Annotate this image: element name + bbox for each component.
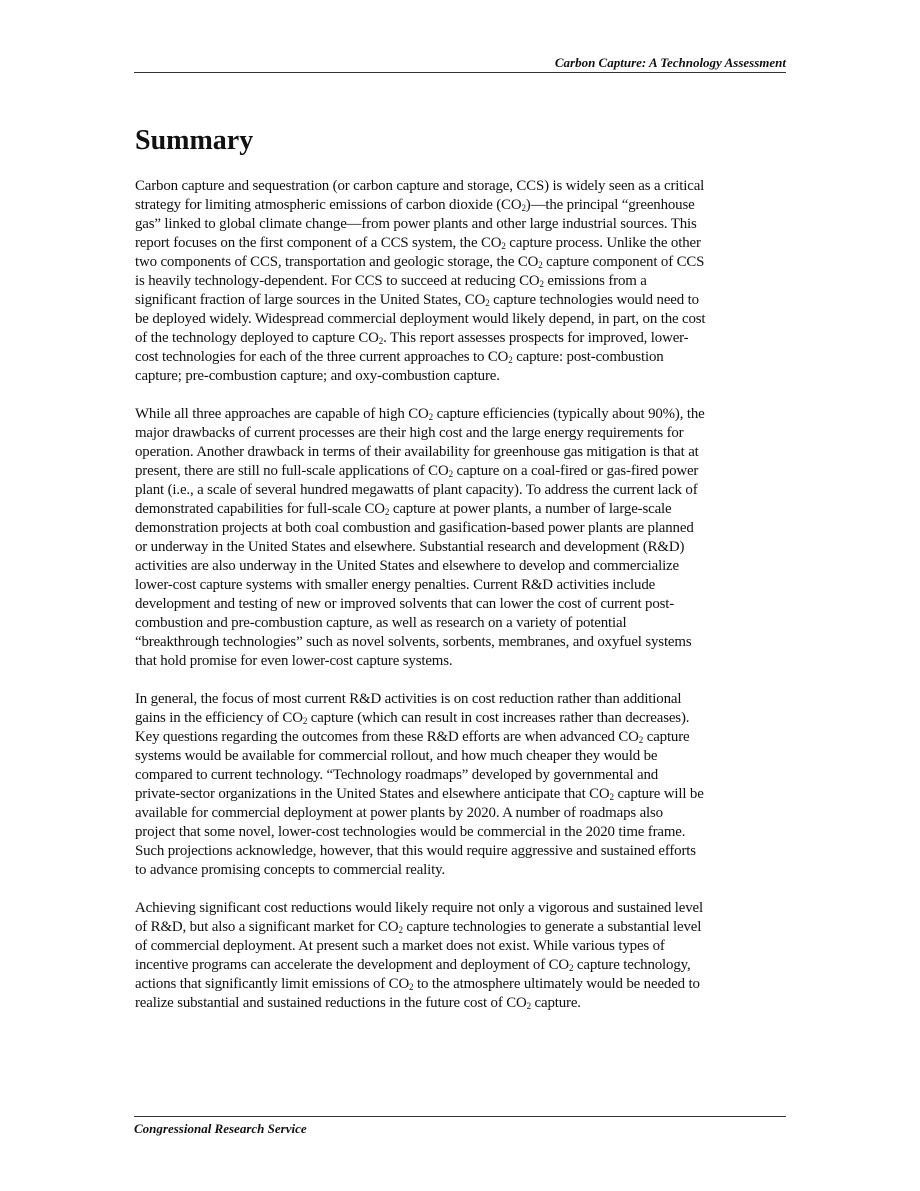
text-line: present, there are still no full-scale applications of $CO_2$ capture on a coal-fired or gas-fired power xyxy=(135,463,699,479)
text-line: lower-cost capture systems with smaller energy penalties. Current R&D activities include xyxy=(135,577,656,593)
text-line: two components of CCS, transportation and geologic storage, the $CO_2$ capture component of CCS xyxy=(135,254,705,270)
text-line: gains in the efficiency of $CO_2$ capture (which can result in cost increases rather than decreases). xyxy=(135,710,690,726)
text-line: project that some novel, lower-cost technologies would be commercial in the 2020 time frame. xyxy=(135,824,686,840)
text-line: strategy for limiting atmospheric emissions of carbon dioxide $(CO_2)—the$ principal “greenhouse xyxy=(135,197,695,213)
page-title: Summary xyxy=(135,125,254,156)
text-line: In general, the focus of most current R&D activities is on cost reduction rather than additional xyxy=(135,691,682,707)
body-text xyxy=(135,177,790,1032)
text-line: demonstration projects at both coal combustion and gasification-based power plants are planned xyxy=(135,520,694,536)
footer-source: Congressional Research Service xyxy=(134,1121,307,1136)
paragraph xyxy=(135,899,790,1013)
text-line: capture; pre-combustion capture; and oxy-combustion capture. xyxy=(135,368,500,384)
text-line: Such projections acknowledge, however, that this would require aggressive and sustained efforts xyxy=(135,843,696,859)
text-line: development and testing of new or improved solvents that can lower the cost of current post- xyxy=(135,596,675,612)
text-line: operation. Another drawback in terms of their availability for greenhouse gas mitigation is that at xyxy=(135,444,699,460)
text-line: be deployed widely. Widespread commercial deployment would likely depend, in part, on the cost xyxy=(135,311,706,327)
text-line: of R&D, but also a significant market for $CO_2$ capture technologies to generate a substantial level xyxy=(135,919,702,935)
paragraph xyxy=(135,405,790,671)
text-line: plant (i.e., a scale of several hundred megawatts of plant capacity). To address the current lack of xyxy=(135,482,698,498)
text-line: of the technology deployed to capture $CO_2$. This report assesses prospects for improved, lower- xyxy=(135,330,689,346)
text-line: incentive programs can accelerate the development and deployment of $CO_2$ capture technology, xyxy=(135,957,691,973)
text-line: Achieving significant cost reductions would likely require not only a vigorous and sustained level xyxy=(135,900,703,916)
text-line: combustion and pre-combustion capture, as well as research on a variety of potential xyxy=(135,615,627,631)
text-line: compared to current technology. “Technology roadmaps” developed by governmental and xyxy=(135,767,659,783)
text-line: or underway in the United States and elsewhere. Substantial research and development (R&D) xyxy=(135,539,685,555)
text-line: actions that significantly limit emissions of $CO_2$ to the atmosphere ultimately would be needed to xyxy=(135,976,700,992)
text-line: While all three approaches are capable of high $CO_2$ capture efficiencies (typically about 90%), the xyxy=(135,406,705,422)
text-line: available for commercial deployment at power plants by 2020. A number of roadmaps also xyxy=(135,805,663,821)
text-line: Key questions regarding the outcomes from these R&D efforts are when advanced $CO_2$ capture xyxy=(135,729,690,745)
text-line: realize substantial and sustained reductions in the future cost of $CO_2$ capture. xyxy=(135,995,581,1011)
text-line: private-sector organizations in the United States and elsewhere anticipate that $CO_2$ capture will be xyxy=(135,786,704,802)
page-footer xyxy=(134,1116,786,1138)
paragraph xyxy=(135,690,790,880)
text-line: demonstrated capabilities for full-scale $CO_2$ capture at power plants, a number of large-scale xyxy=(135,501,672,517)
text-line: that hold promise for even lower-cost capture systems. xyxy=(135,653,453,669)
text-line: report focuses on the first component of a CCS system, the $CO_2$ capture process. Unlike the other xyxy=(135,235,701,251)
text-line: major drawbacks of current processes are their high cost and the large energy requirements for xyxy=(135,425,684,441)
paragraph xyxy=(135,177,790,386)
text-line: cost technologies for each of the three current approaches to $CO_2$ capture: post-combustion xyxy=(135,349,664,365)
text-line: activities are also underway in the United States and elsewhere to develop and commercialize xyxy=(135,558,679,574)
text-line: significant fraction of large sources in the United States, $CO_2$ capture technologies would need to xyxy=(135,292,699,308)
text-line: is heavily technology-dependent. For CCS to succeed at reducing $CO_2$ emissions from a xyxy=(135,273,647,289)
text-line: Carbon capture and sequestration (or carbon capture and storage, CCS) is widely seen as a critical xyxy=(135,178,705,194)
text-line: to advance promising concepts to commercial reality. xyxy=(135,862,446,878)
text-line: “breakthrough technologies” such as novel solvents, sorbents, membranes, and oxyfuel systems xyxy=(135,634,692,650)
running-header xyxy=(134,54,786,73)
text-line: of commercial deployment. At present such a market does not exist. While various types of xyxy=(135,938,665,954)
running-header-title: Carbon Capture: A Technology Assessment xyxy=(554,55,786,70)
text-line: systems would be available for commercial rollout, and how much cheaper they would be xyxy=(135,748,658,764)
text-line: gas” linked to global climate change—from power plants and other large industrial sources. This xyxy=(135,216,697,232)
